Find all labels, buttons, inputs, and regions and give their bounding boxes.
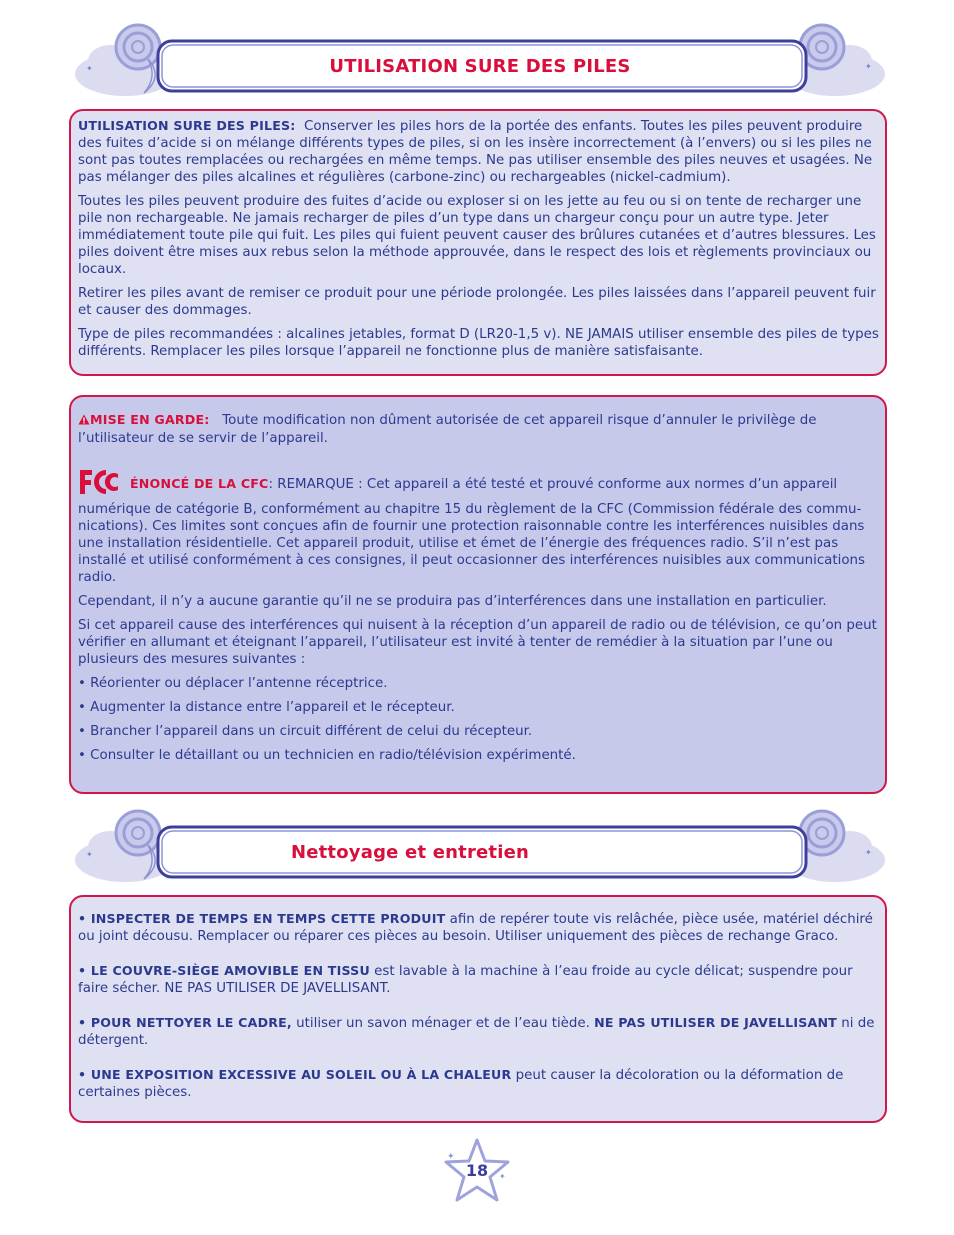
battery-p1-text: Conserver les piles hors de la portée des enfants. Toutes les piles peuvent produire des fuites d’acide si on mélange différents types de piles, si on les insère incorrectement (à l’envers) ou si les piles ne sont pas toutes remplacées ou rechargées en même temps. Ne pas utiliser ensemble des piles neuves et usagées. Ne pas mélanger des piles alcalines et régulières (carbone-zinc) ou rechargeables (nickel-cadmium). [78, 119, 873, 185]
fcc-bullet-2: • Augmenter la distance entre l’appareil et le récepteur. [78, 700, 455, 715]
svg-text:✦: ✦ [86, 850, 93, 859]
cleaning-item-3-lead2: NE PAS UTILISER DE JAVELLISANT [594, 1015, 837, 1030]
bullet: • [78, 1067, 91, 1082]
fcc-paragraph [78, 468, 879, 586]
cleaning-item-2-text: est lavable à la machine à l’eau froide au cycle délicat; suspendre pour faire sécher. NE PAS UTILISER DE JAVELLISANT. [78, 964, 853, 996]
warning-text: Toute modification non dûment autorisée de cet appareil risque d’annuler le privilège de l’utilisateur de se servir de l’appareil. [78, 413, 817, 446]
interference-paragraph: Si cet appareil cause des interférences qui nuisent à la réception d’un appareil de radio ou de télévision, ce qu’on peut vérifier en allumant et éteignant l’appareil, l’utilisateur est invité à tenter de remédier à la situation par l’une ou plusieurs des mesures suivantes : [78, 618, 877, 667]
warning-paragraph [78, 411, 879, 447]
svg-text:✦: ✦ [865, 62, 872, 71]
fcc-bullet-1: • Réorienter ou déplacer l’antenne réceptrice. [78, 676, 388, 691]
svg-text:✦: ✦ [86, 64, 93, 73]
bullet: • [78, 1015, 91, 1030]
cleaning-item-1 [78, 910, 879, 945]
section-banner-entretien [70, 805, 890, 905]
cleaning-item-3-text: utiliser un savon ménager et de l’eau tiède. [291, 1016, 595, 1031]
section-title-entretien: Nettoyage et entretien [290, 842, 530, 863]
cependant-paragraph: Cependant, il n’y a aucune garantie qu’il ne se produira pas d’interférences dans une installation en particulier. [78, 594, 827, 609]
warning-triangle-icon [78, 413, 90, 430]
battery-paragraph-1 [78, 117, 879, 186]
cleaning-item-1-text: afin de repérer toute vis relâchée, pièce usée, matériel déchiré ou joint décousu. Remplacer ou réparer ces pièces au besoin. Utiliser uniquement des pièces de rechange Graco. [78, 912, 873, 944]
cleaning-item-1-lead: INSPECTER DE TEMPS EN TEMPS CETTE PRODUIT [90, 911, 446, 926]
cleaning-box [69, 895, 887, 1123]
page-number: 18 [465, 1161, 489, 1180]
cleaning-item-2 [78, 962, 879, 997]
cleaning-item-4 [78, 1066, 879, 1101]
bullet: • [78, 911, 91, 926]
fcc-bullet-3: • Brancher l’appareil dans un circuit différent de celui du récepteur. [78, 724, 533, 739]
cleaning-item-3-lead: POUR NETTOYER LE CADRE, [90, 1015, 292, 1030]
fcc-logo-icon [78, 468, 124, 501]
cleaning-item-2-lead: LE COUVRE-SIÈGE AMOVIBLE EN TISSU [90, 963, 370, 978]
battery-paragraph-4: Type de piles recommandées : alcalines jetables, format D (LR20-1,5 v). NE JAMAIS utiliser ensemble des piles de types différents. Remplacer les piles lorsque l’appareil ne fonctionne plus de manière satisfaisante. [78, 327, 879, 359]
battery-lead-label: UTILISATION SURE DES PILES: [78, 118, 296, 133]
cleaning-item-3-text2: ni de détergent. [78, 1016, 875, 1048]
svg-text:✦: ✦ [865, 848, 872, 857]
battery-paragraph-3: Retirer les piles avant de remiser ce produit pour une période prolongée. Les piles laissées dans l’appareil peuvent fuir et causer des dommages. [78, 286, 876, 318]
section-banner-piles [70, 19, 890, 119]
fcc-text: : REMARQUE : Cet appareil a été testé et prouvé conforme aux normes d’un appareil numérique de catégorie B, conformément au chapitre 15 du règlement de la CFC (Commission fédérale des commu-nications). Ces limites sont conçues afin de fournir une protection raisonnable contre les interférences nuisibles dans une installation résidentielle. Cet appareil produit, utilise et émet de l’énergie des fréquences radio. S’il n’est pas installé et utilisé conformément à ces consignes, il peut occasionner des interférences nuisibles aux communications radio. [78, 477, 866, 585]
svg-text:✦: ✦ [499, 1172, 506, 1181]
battery-paragraph-2: Toutes les piles peuvent produire des fuites d’acide ou exploser si on les jette au feu ou si on tente de recharger une pile non rechargeable. Ne jamais recharger de piles d’un type dans un chargeur conçu pour un autre type. Jeter immédiatement toute pile qui fuit. Les piles qui fuient peuvent causer des brûlures cutanées et d’autres blessures. Les piles doivent être mises aux rebus selon la méthode approuvée, dans le respect des lois et règlements provinciaux ou locaux. [78, 194, 876, 277]
cleaning-item-4-text: peut causer la décoloration ou la déformation de certaines pièces. [78, 1068, 844, 1100]
svg-text:✦: ✦ [447, 1152, 455, 1162]
cleaning-item-4-lead: UNE EXPOSITION EXCESSIVE AU SOLEIL OU À LA CHALEUR [90, 1067, 512, 1082]
battery-safety-box [69, 109, 887, 376]
cleaning-item-3 [78, 1014, 879, 1049]
warning-lead-label: MISE EN GARDE: [90, 412, 210, 427]
section-title-piles: UTILISATION SURE DES PILES [329, 56, 631, 77]
fcc-bullet-4: • Consulter le détaillant ou un technicien en radio/télévision expérimenté. [78, 748, 576, 763]
warning-fcc-box [69, 395, 887, 794]
bullet: • [78, 963, 91, 978]
fcc-lead-label: ÉNONCÉ DE LA CFC [130, 476, 269, 491]
